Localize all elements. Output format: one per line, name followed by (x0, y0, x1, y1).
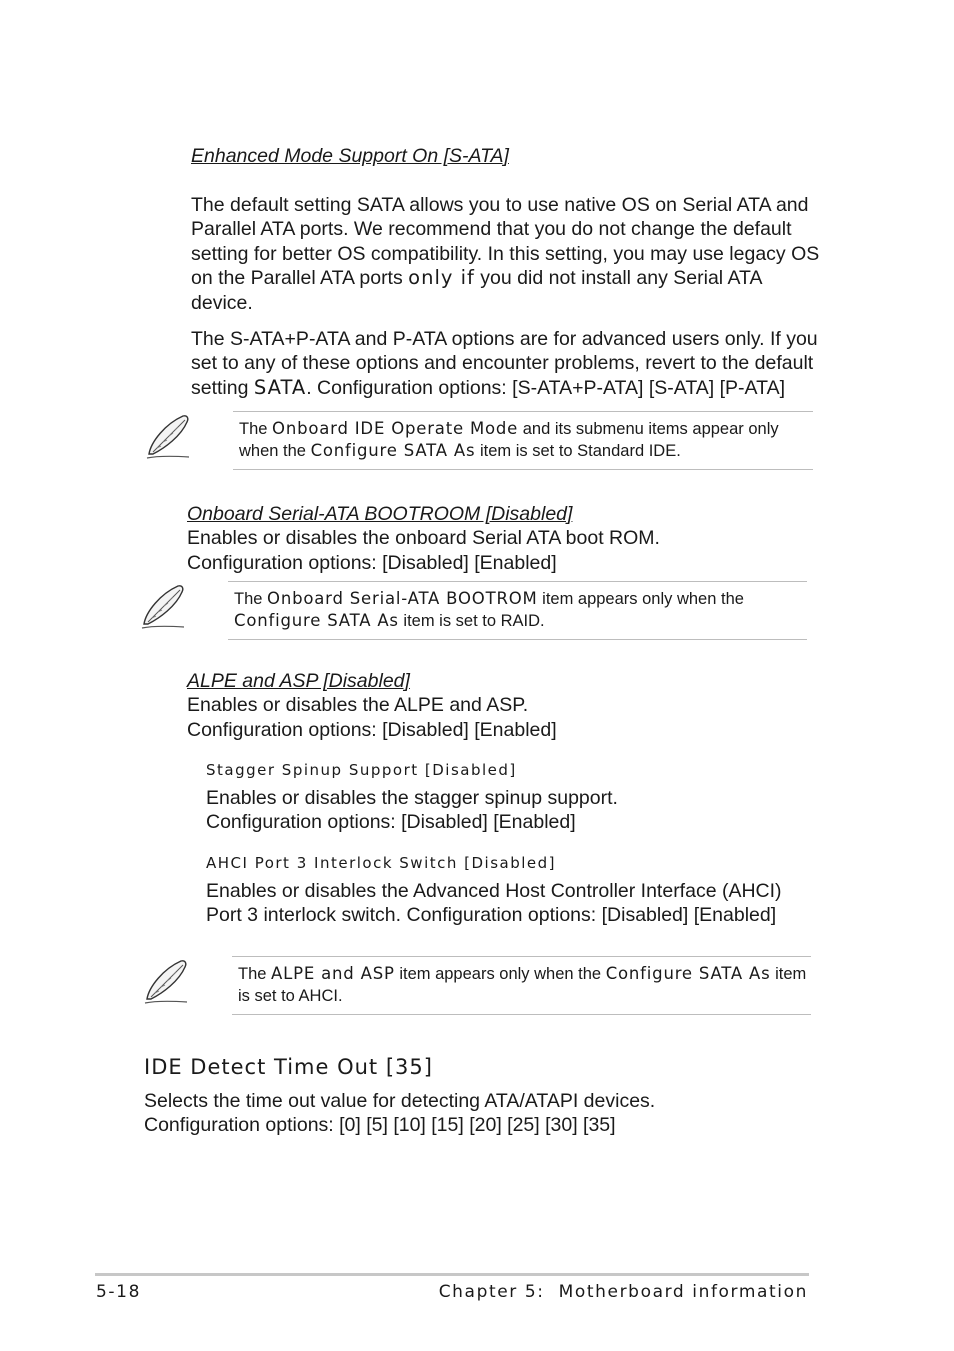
note-pen-icon (141, 957, 191, 1007)
keyword: Configure SATA As (605, 964, 771, 983)
bootrom-line-1: Enables or disables the onboard Serial ATA boot ROM. (187, 527, 660, 549)
text: item is set to AHCI. (238, 965, 807, 1005)
keyword: Onboard IDE Operate Mode (272, 419, 519, 438)
ahci-line-1: Enables or disables the Advanced Host Controller Interface (AHCI) (206, 880, 782, 902)
ide-detect-line-1: Selects the time out value for detecting ATA/ATAPI devices. (144, 1090, 656, 1112)
note-box-2 (228, 581, 807, 640)
text: and its submenu items appear only when the (239, 420, 779, 460)
ide-detect-title: IDE Detect Time Out [35] (144, 1055, 433, 1079)
ahci-line-2: Port 3 interlock switch. Configuration options: [Disabled] [Enabled] (206, 904, 777, 926)
bootrom-title: Onboard Serial-ATA BOOTROOM [Disabled] (187, 503, 573, 525)
enhanced-mode-paragraph-2 (191, 302, 823, 400)
note-pen-icon (138, 582, 188, 632)
chapter-title: Chapter 5: Motherboard information (438, 1282, 808, 1302)
note-box-3 (232, 956, 811, 1015)
emphasis: only if (408, 266, 475, 289)
page-number: 5-18 (96, 1282, 141, 1302)
stagger-title: Stagger Spinup Support [Disabled] (206, 761, 517, 779)
text: The default setting SATA allows you to use native OS on Serial ATA and Parallel ATA ports. We recommend that you do not change the default setting for better OS compatibility. In this setting, you may use legacy OS on the Parallel ATA ports (191, 193, 820, 289)
keyword: Onboard Serial-ATA BOOTROM (267, 589, 538, 608)
text: item appears only when the (537, 590, 744, 608)
text: you did not install any Serial ATA device. (191, 267, 762, 314)
alpe-line-1: Enables or disables the ALPE and ASP. (187, 694, 529, 716)
enhanced-mode-paragraph-1 (191, 168, 823, 315)
stagger-line-1: Enables or disables the stagger spinup support. (206, 787, 618, 809)
stagger-line-2: Configuration options: [Disabled] [Enabled] (206, 811, 576, 833)
text: The (239, 420, 273, 438)
note-pen-icon (143, 412, 193, 462)
text: The (238, 965, 272, 983)
keyword: Configure SATA As (234, 611, 399, 630)
text: item appears only when the (394, 965, 606, 983)
keyword: Configure SATA As (310, 441, 476, 460)
footer-rule (95, 1273, 809, 1276)
text: The S-ATA+P-ATA and P-ATA options are for advanced users only. If you set to any of these options and encounter problems, revert to the default setting (191, 327, 818, 399)
text: item is set to RAID. (398, 612, 545, 630)
text: . Configuration options: [S-ATA+P-ATA] [S-ATA] [P-ATA] (306, 376, 785, 399)
ahci-title: AHCI Port 3 Interlock Switch [Disabled] (206, 854, 557, 872)
text: The (234, 590, 268, 608)
note-box-1 (233, 411, 813, 470)
alpe-title: ALPE and ASP [Disabled] (187, 670, 410, 692)
enhanced-mode-title: Enhanced Mode Support On [S-ATA] (191, 145, 509, 167)
emphasis: SATA (253, 375, 307, 399)
bootrom-line-2: Configuration options: [Disabled] [Enabled] (187, 552, 557, 574)
alpe-line-2: Configuration options: [Disabled] [Enabled] (187, 719, 557, 741)
ide-detect-line-2: Configuration options: [0] [5] [10] [15] [20] [25] [30] [35] (144, 1114, 616, 1136)
text: item is set to Standard IDE. (475, 442, 681, 460)
keyword: ALPE and ASP (271, 964, 395, 983)
